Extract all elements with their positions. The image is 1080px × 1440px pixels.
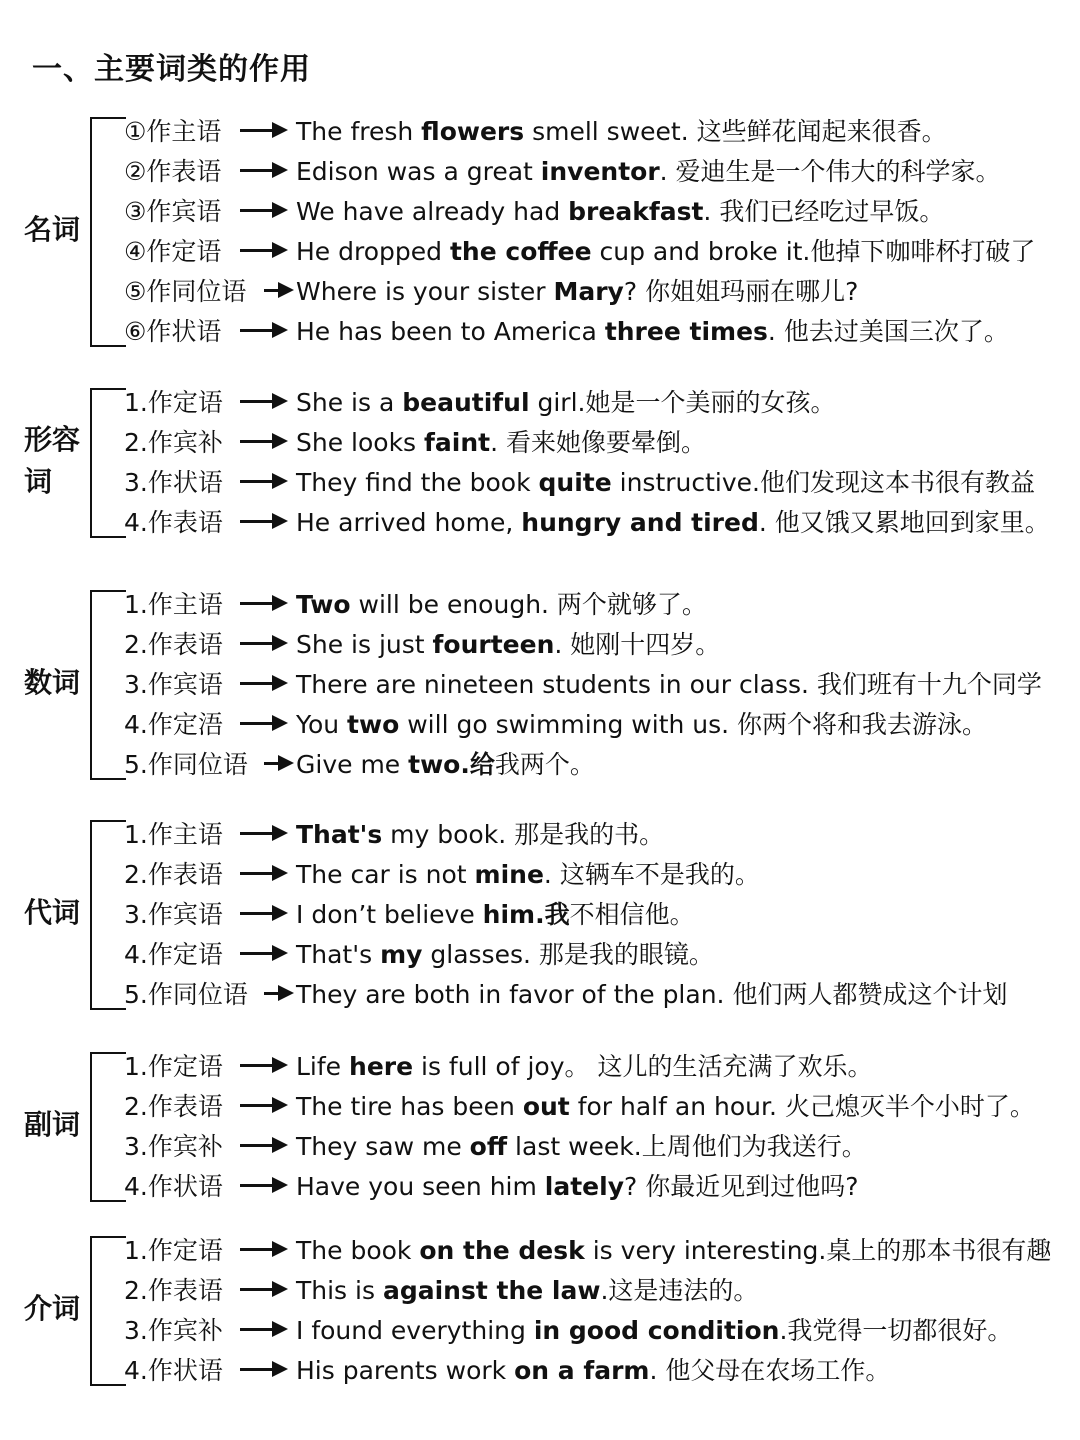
role-label: 3.作状语 [124,468,223,497]
highlighted-word: three times [604,317,768,346]
highlighted-word: out [522,1092,570,1121]
sentence-text: . 爱迪生是一个伟大的科学家。 [659,157,1001,186]
example-sentence [296,815,664,851]
sentence-text: will be enough. 两个就够了。 [350,590,707,619]
example-sentence [296,312,1009,348]
right-arrow-icon [240,471,288,491]
right-arrow-icon [240,511,288,531]
example-sentence [296,1311,1012,1347]
highlighted-word: inventor [540,157,660,186]
highlighted-word: hungry and tired [521,508,759,537]
role-label: ②作表语 [124,157,222,186]
highlighted-word: faint [424,428,491,457]
example-row [124,381,1080,421]
sentence-text: . 他父母在农场工作。 [649,1356,891,1385]
sentence-text: instructive.他们发现这本书很有教益 [611,468,1035,497]
example-row [124,703,1080,743]
example-sentence [296,383,835,419]
sentence-text: 不相信他。 [569,900,695,929]
example-row [124,110,1080,150]
role-label: ⑥作状语 [124,317,222,346]
highlighted-word: him.我 [482,900,570,929]
sentence-text: He dropped [296,237,450,266]
sentence-text: my book. 那是我的书。 [382,820,665,849]
group-label: 介词 [24,1292,81,1325]
role-label: 5.作同位语 [124,750,248,779]
sentence-text: 我两个。 [494,750,595,779]
highlighted-word: mine [474,860,544,889]
example-sentence [296,1047,872,1083]
right-arrow-icon [240,1175,288,1195]
sentence-text: We have already had [296,197,569,226]
role-label: 1.作主语 [124,590,223,619]
role-label: 3.作宾语 [124,900,223,929]
right-arrow-icon [240,1135,288,1155]
role-label: 2.作表语 [124,1276,223,1305]
right-arrow-icon [240,903,288,923]
right-arrow-icon [240,1095,288,1115]
role-label: 1.作定语 [124,1236,223,1265]
page-title: 一、主要词类的作用 [32,52,311,87]
right-arrow-icon [240,823,288,843]
example-row [124,1309,1080,1349]
sentence-text: You [296,710,348,739]
highlighted-word: two.给 [408,750,495,779]
example-sentence [296,272,858,308]
sentence-text: cup and broke it.他掉下咖啡杯打破了 [591,237,1036,266]
sentence-text: Give me [296,750,409,779]
example-sentence [296,192,944,228]
highlighted-word: my [380,940,423,969]
sentence-text: They are both in favor of the plan. 他们两人都赞成这个计划 [296,980,1008,1009]
right-arrow-icon [240,673,288,693]
example-sentence [296,745,595,781]
sentence-text: ? 你姐姐玛丽在哪儿? [623,277,859,306]
example-sentence [296,1167,859,1203]
highlighted-word: on the desk [419,1236,585,1265]
role-label: 4.作表语 [124,508,223,537]
example-row [124,310,1080,350]
example-sentence [296,625,720,661]
example-sentence [296,585,707,621]
group-bracket [90,820,126,1010]
sentence-text: I found everything [296,1316,534,1345]
highlighted-word: in good condition [533,1316,780,1345]
group-label: 数词 [24,666,81,699]
group-bracket [90,590,126,780]
sentence-text: She is just [296,630,433,659]
role-label: 2.作宾补 [124,428,223,457]
sentence-text: Edison was a great [296,157,541,186]
example-row [124,813,1080,853]
sentence-text: His parents work [296,1356,515,1385]
sentence-text: is very interesting.桌上的那本书很有趣 [584,1236,1052,1265]
example-sentence [296,975,1007,1011]
example-row [124,1349,1080,1389]
sentence-text: He arrived home, [296,508,522,537]
role-label: 4.作状语 [124,1356,223,1385]
example-row [124,501,1080,541]
role-label: 2.作表语 [124,630,223,659]
sentence-text: will go swimming with us. 你两个将和我去游泳。 [399,710,988,739]
example-row [124,461,1080,501]
example-row [124,1165,1080,1205]
role-label: ⑤作同位语 [124,277,247,306]
sentence-text: . 这辆车不是我的。 [543,860,760,889]
highlighted-word: flowers [421,117,525,146]
example-sentence [296,232,1035,268]
right-arrow-icon [240,391,288,411]
sentence-text: Where is your sister [296,277,554,306]
highlighted-word: quite [538,468,612,497]
sentence-text: The fresh [296,117,422,146]
role-label: 1.作定语 [124,388,223,417]
highlighted-word: Mary [553,277,624,306]
highlighted-word: Two [296,590,351,619]
role-label: 5.作同位语 [124,980,248,1009]
example-row [124,1045,1080,1085]
example-row [124,190,1080,230]
example-sentence [296,935,714,971]
right-arrow-icon [240,320,288,340]
sentence-text: . 她刚十四岁。 [554,630,721,659]
role-label: 3.作宾语 [124,670,223,699]
sentence-text: smell sweet. 这些鲜花闻起来很香。 [524,117,947,146]
sentence-text: They find the book [296,468,539,497]
right-arrow-icon [240,943,288,963]
example-row [124,973,1080,1013]
role-label: 4.作状语 [124,1172,223,1201]
example-row [124,421,1080,461]
sentence-text: There are nineteen students in our class. 我们班有十九个同学 [296,670,1042,699]
sentence-text: She is a [296,388,403,417]
role-label: 4.作定语 [124,940,223,969]
sentence-text: This is [296,1276,383,1305]
right-arrow-icon [240,160,288,180]
highlighted-word: fourteen [432,630,555,659]
right-arrow-icon [240,1239,288,1259]
example-sentence [296,1271,758,1307]
right-arrow-icon [240,200,288,220]
example-row [124,1125,1080,1165]
group-label: 名词 [24,213,81,246]
sentence-text: Life [296,1052,350,1081]
example-row [124,1085,1080,1125]
example-sentence [296,1087,1035,1123]
sentence-text: .这是违法的。 [600,1276,759,1305]
role-label: 1.作主语 [124,820,223,849]
right-arrow-icon [240,1359,288,1379]
example-sentence [296,665,1042,701]
example-row [124,150,1080,190]
example-sentence [296,855,760,891]
highlighted-word: on a farm [514,1356,650,1385]
group-label: 副词 [24,1108,81,1141]
sentence-text: for half an hour. 火己熄灭半个小时了。 [569,1092,1035,1121]
role-label: ③作宾语 [124,197,222,226]
example-row [124,933,1080,973]
right-arrow-icon [240,713,288,733]
group-bracket [90,1236,126,1386]
example-sentence [296,152,1001,188]
example-sentence [296,112,947,148]
example-sentence [296,1127,867,1163]
example-row [124,583,1080,623]
example-row [124,853,1080,893]
highlighted-word: off [469,1132,508,1161]
highlighted-word: breakfast [568,197,704,226]
sentence-text: The book [296,1236,420,1265]
highlighted-word: against the law [382,1276,601,1305]
sentence-text: I don’t believe [296,900,483,929]
example-sentence [296,705,987,741]
sentence-text: girl.她是一个美丽的女孩。 [529,388,836,417]
sentence-text: She looks [296,428,425,457]
example-sentence [296,895,695,931]
group-bracket [90,117,126,347]
right-arrow-icon [240,431,288,451]
role-label: 3.作宾补 [124,1132,223,1161]
sentence-text: . 他去过美国三次了。 [767,317,1009,346]
sentence-text: is full of joy。 这儿的生活充满了欢乐。 [413,1052,873,1081]
sentence-text: ? 你最近见到过他吗? [624,1172,859,1201]
right-arrow-icon [240,1055,288,1075]
highlighted-word: the coffee [449,237,592,266]
sentence-text: . 看来她像要晕倒。 [490,428,707,457]
example-row [124,623,1080,663]
role-label: ④作定语 [124,237,222,266]
example-row [124,1269,1080,1309]
role-label: 2.作表语 [124,860,223,889]
right-arrow-icon [264,753,294,773]
sentence-text: . 他又饿又累地回到家里。 [758,508,1050,537]
sentence-text: He has been to America [296,317,605,346]
role-label: 1.作定语 [124,1052,223,1081]
role-label: 4.作定浯 [124,710,223,739]
group-label: 代词 [24,896,81,929]
highlighted-word: lately [544,1172,625,1201]
sentence-text: That's [296,940,381,969]
highlighted-word: two [347,710,400,739]
sentence-text: Have you seen him [296,1172,545,1201]
group-bracket [90,1052,126,1202]
example-row [124,1229,1080,1269]
highlighted-word: That's [296,820,383,849]
highlighted-word: here [349,1052,414,1081]
group-label: 形容词 [24,423,81,498]
right-arrow-icon [240,120,288,140]
sentence-text: They saw me [296,1132,470,1161]
example-row [124,270,1080,310]
role-label: 2.作表语 [124,1092,223,1121]
sentence-text: . 我们已经吃过早饭。 [703,197,945,226]
example-sentence [296,463,1035,499]
right-arrow-icon [264,280,294,300]
example-row [124,230,1080,270]
example-row [124,743,1080,783]
role-label: 3.作宾补 [124,1316,223,1345]
right-arrow-icon [240,240,288,260]
role-label: ①作主语 [124,117,222,146]
sentence-text: .我党得一切都很好。 [779,1316,1013,1345]
sentence-text: glasses. 那是我的眼镜。 [422,940,714,969]
right-arrow-icon [240,1279,288,1299]
example-sentence [296,503,1050,539]
right-arrow-icon [240,633,288,653]
example-row [124,663,1080,703]
example-sentence [296,1231,1051,1267]
sentence-text: last week.上周他们为我送行。 [507,1132,867,1161]
right-arrow-icon [264,983,294,1003]
example-sentence [296,423,706,459]
right-arrow-icon [240,863,288,883]
right-arrow-icon [240,1319,288,1339]
right-arrow-icon [240,593,288,613]
example-row [124,893,1080,933]
sentence-text: The tire has been [296,1092,523,1121]
sentence-text: The car is not [296,860,475,889]
highlighted-word: beautiful [402,388,530,417]
example-sentence [296,1351,890,1387]
group-bracket [90,388,126,538]
